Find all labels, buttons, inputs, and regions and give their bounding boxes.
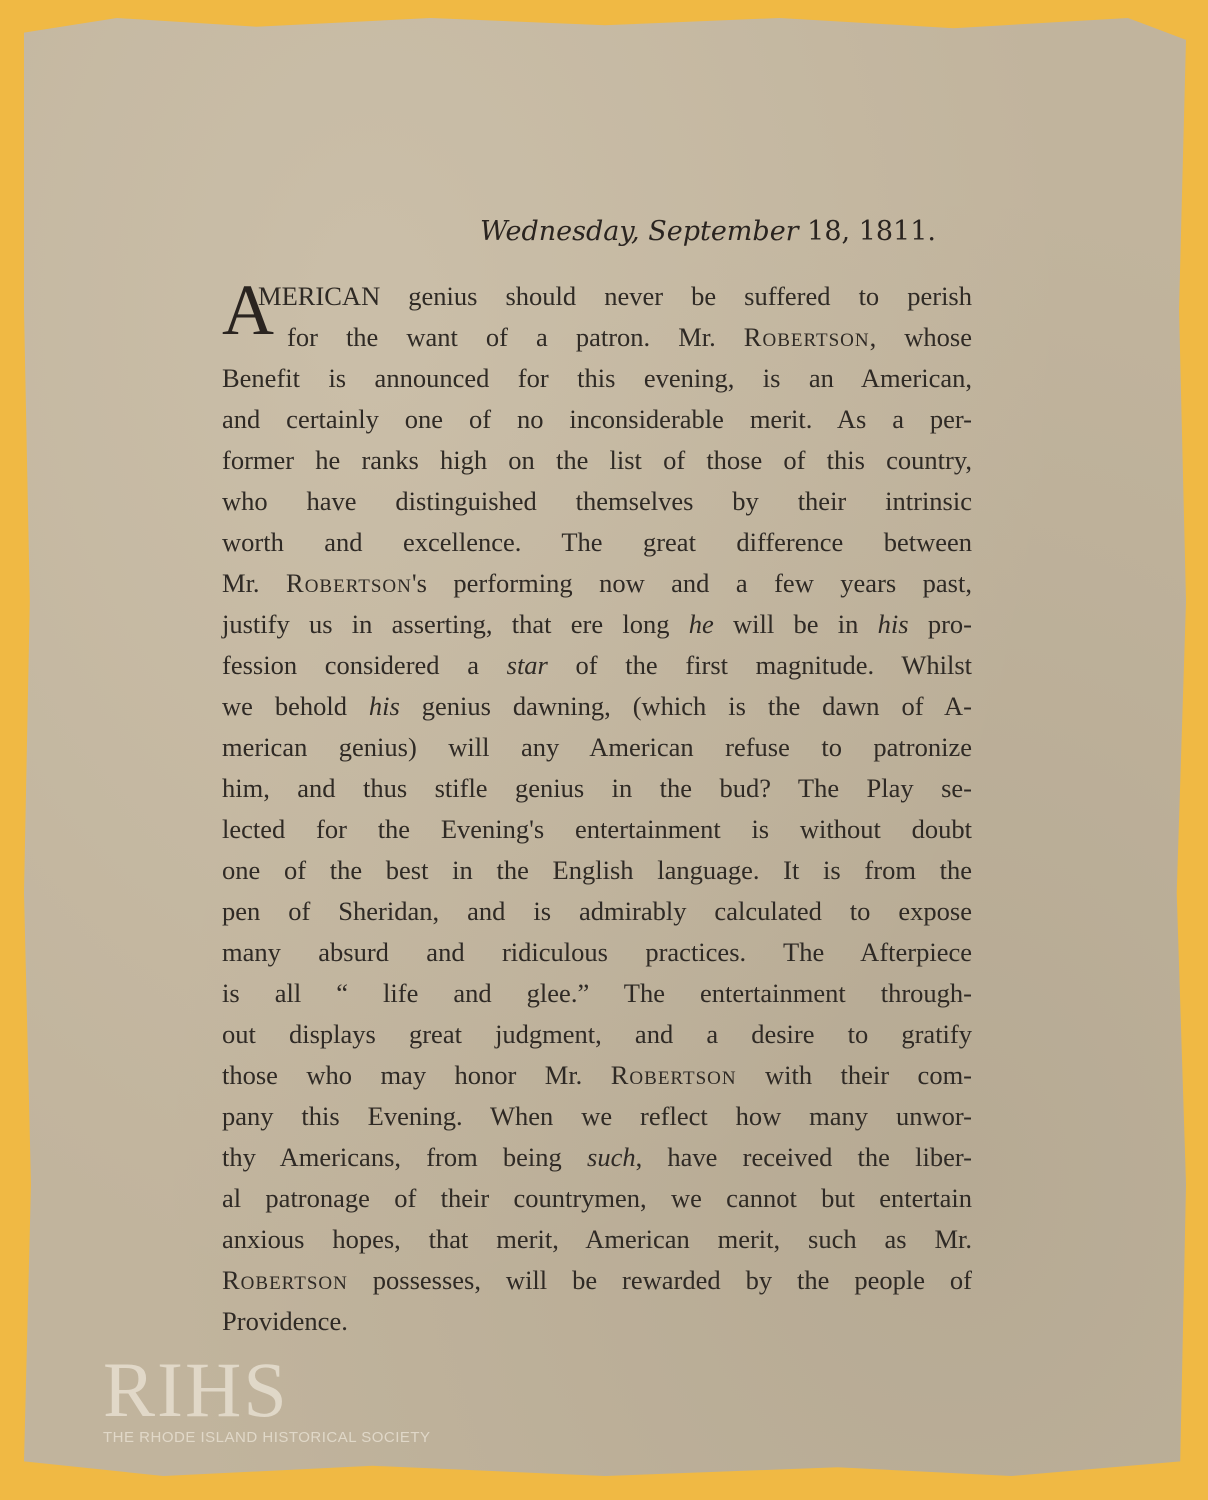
text-segment: Robertson (222, 1265, 348, 1295)
text-segment: who have distinguished themselves by their intrinsic (222, 486, 972, 516)
text-line (222, 1014, 972, 1055)
text-line (222, 563, 972, 604)
watermark-caption: THE RHODE ISLAND HISTORICAL SOCIETY (103, 1429, 431, 1446)
text-segment: Benefit is announced for this evening, is an American, (222, 363, 972, 393)
text-segment: star (506, 650, 548, 680)
text-segment: merican genius) will any American refuse to patronize (222, 732, 972, 762)
text-segment: justify us in asserting, that ere long (222, 609, 689, 639)
date-year: 18, 1811. (807, 216, 936, 247)
text-segment: 's performing now and a few years past, (411, 568, 972, 598)
text-segment: he (688, 609, 714, 639)
text-line (222, 1096, 972, 1137)
text-segment: many absurd and ridiculous practices. The Afterpiece (222, 937, 972, 967)
text-line (222, 276, 972, 317)
text-segment: him, and thus stifle genius in the bud? The Play se- (222, 773, 972, 803)
text-segment: and certainly one of no inconsiderable merit. As a per- (222, 404, 972, 434)
text-segment: Robertson (743, 322, 870, 352)
text-segment: thy Americans, from being (222, 1142, 587, 1172)
text-line (222, 604, 972, 645)
text-line (222, 1055, 972, 1096)
text-segment: lected for the Evening's entertainment is without doubt (222, 814, 972, 844)
text-segment: pen of Sheridan, and is admirably calculated to expose (222, 896, 972, 926)
text-segment: genius dawning, (which is the dawn of A- (399, 691, 973, 721)
text-segment: out displays great judgment, and a desire to gratify (222, 1019, 972, 1049)
text-segment: those who may honor Mr. (222, 1060, 611, 1090)
text-segment: with their com- (736, 1060, 973, 1090)
text-line (222, 1137, 972, 1178)
drop-cap: A (222, 270, 274, 350)
text-line (222, 973, 972, 1014)
text-segment: is all “ life and glee.” The entertainment through- (222, 978, 972, 1008)
text-line (222, 850, 972, 891)
text-line (222, 481, 972, 522)
text-line (222, 809, 972, 850)
text-segment: his (368, 691, 400, 721)
text-segment: Providence. (222, 1306, 348, 1336)
text-line (222, 645, 972, 686)
date-day-month: Wednesday, September (479, 216, 799, 247)
text-segment: , whose (869, 322, 973, 352)
article-body (222, 270, 973, 1342)
text-segment: worth and excellence. The great difference between (222, 527, 972, 557)
text-segment: will be in (713, 609, 878, 639)
text-line (222, 522, 972, 563)
text-segment: such (587, 1142, 636, 1172)
text-segment: , have received the liber- (635, 1142, 972, 1172)
text-line (222, 440, 972, 481)
text-line (222, 1260, 972, 1301)
text-line (222, 317, 972, 358)
text-segment: former he ranks high on the list of those of this country, (222, 445, 972, 475)
text-segment: possesses, will be rewarded by the people of (347, 1265, 972, 1295)
text-segment: we behold (222, 691, 369, 721)
text-segment: Robertson (610, 1060, 737, 1090)
text-segment: one of the best in the English language. It is from the (222, 855, 972, 885)
text-segment: of the first magnitude. Whilst (547, 650, 973, 680)
text-segment: al patronage of their countrymen, we cannot but entertain (222, 1183, 972, 1213)
text-line (222, 768, 972, 809)
text-line (222, 932, 972, 973)
text-line (222, 891, 972, 932)
text-segment: his (877, 609, 909, 639)
text-segment: Mr. (222, 568, 287, 598)
text-line (222, 1219, 972, 1260)
text-segment: anxious hopes, that merit, American merit, such as Mr. (222, 1224, 972, 1254)
text-line (222, 399, 972, 440)
rihs-watermark (103, 1345, 431, 1446)
text-segment: pany this Evening. When we reflect how many unwor- (222, 1101, 972, 1131)
text-segment: pro- (908, 609, 972, 639)
watermark-logo: RIHS (103, 1346, 289, 1433)
text-segment: fession considered a (222, 650, 507, 680)
text-segment: for the want of a patron. Mr. (287, 322, 744, 352)
date-line (480, 216, 936, 247)
text-line (222, 686, 972, 727)
text-segment: MERICAN genius should never be suffered to perish (258, 281, 972, 311)
text-line (222, 727, 972, 768)
text-line (222, 1301, 972, 1342)
text-line (222, 358, 972, 399)
text-segment: Robertson (286, 568, 412, 598)
text-line (222, 1178, 972, 1219)
